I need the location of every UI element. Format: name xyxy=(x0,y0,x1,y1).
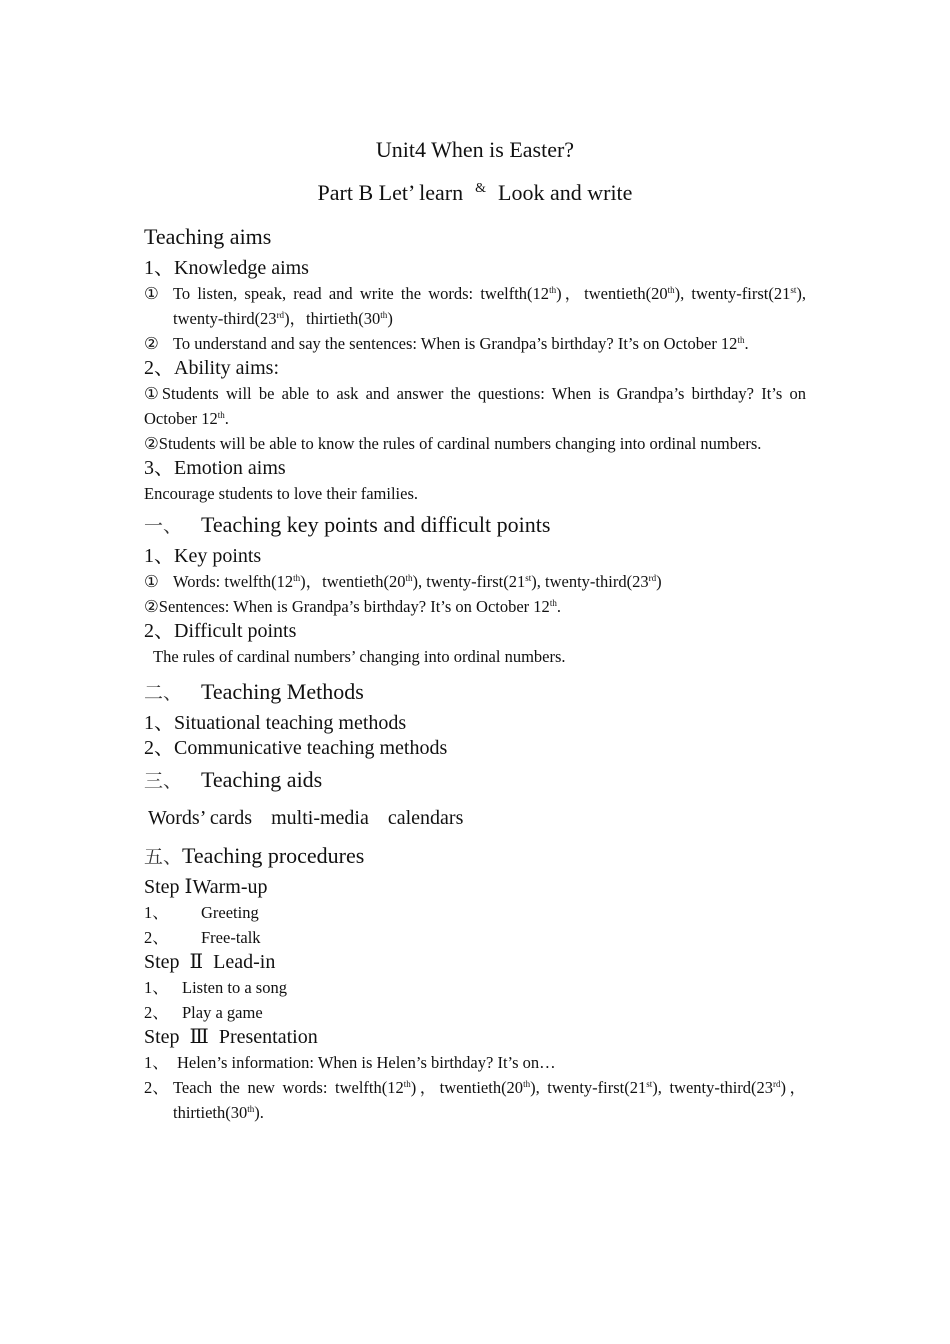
ordinal-suffix: th xyxy=(217,410,225,420)
item-text: ). xyxy=(254,1103,264,1122)
difficult-points-text: The rules of cardinal numbers’ changing into ordinal numbers. xyxy=(153,647,566,666)
teaching-aims-heading: Teaching aims xyxy=(144,224,272,249)
knowledge-aim-item xyxy=(144,331,806,356)
ability-aim-item xyxy=(144,381,806,431)
ordinal-suffix: th xyxy=(737,335,745,345)
step-item-number: 1、 xyxy=(144,1053,169,1072)
document-page xyxy=(144,132,806,1125)
item-marker: ① xyxy=(144,284,159,303)
subtitle-right: Look and write xyxy=(498,180,633,205)
step-item-number: 2、 xyxy=(144,928,169,947)
method-item: 1、Situational teaching methods xyxy=(144,712,407,734)
teaching-aid-item: Words’ cards xyxy=(148,807,253,829)
procedures-section-heading xyxy=(144,837,806,875)
step-item xyxy=(144,900,806,925)
item-text: )，twentieth(20 xyxy=(410,1078,524,1097)
step-item xyxy=(144,1075,806,1125)
step-heading: Step Ⅲ Presentation xyxy=(144,1026,318,1048)
item-marker: ① xyxy=(144,572,159,591)
ordinal-suffix: th xyxy=(403,1079,411,1089)
step-item-text: Free-talk xyxy=(201,928,261,947)
knowledge-aims-heading: 1、Knowledge aims xyxy=(144,257,309,279)
difficult-points-heading: 2、Difficult points xyxy=(144,620,297,642)
step-heading: Step Ⅱ Lead-in xyxy=(144,951,276,973)
subtitle-ampersand: & xyxy=(475,181,487,196)
ordinal-suffix: rd xyxy=(773,1079,781,1089)
ordinal-suffix: th xyxy=(247,1104,255,1114)
section-title: Teaching aids xyxy=(201,767,323,792)
step-item-text: Listen to a song xyxy=(182,978,287,997)
section-title: Teaching procedures xyxy=(182,843,365,868)
ordinal-suffix: st xyxy=(646,1079,653,1089)
ability-aim-item: ②Students will be able to know the rules of cardinal numbers changing into ordinal numbers. xyxy=(144,434,762,453)
item-text: ), twenty-first(21 xyxy=(412,572,526,591)
key-point-item xyxy=(144,594,806,619)
item-marker: 2、 xyxy=(144,1078,169,1097)
step-item-number: 2、 xyxy=(144,1003,169,1022)
item-text: )，twentieth(20 xyxy=(300,572,406,591)
step-heading: Step ⅠWarm-up xyxy=(144,876,268,898)
step-item-text: Helen’s information: When is Helen’s birthday? It’s on… xyxy=(177,1053,556,1072)
teaching-aid-item: calendars xyxy=(387,807,464,829)
step-item xyxy=(144,925,806,950)
item-text: . xyxy=(744,334,749,353)
item-text: . xyxy=(556,597,561,616)
ordinal-suffix: rd xyxy=(648,573,657,583)
item-text: To listen, speak, read and write the words: twelfth(12 xyxy=(173,284,550,303)
section-title: Teaching Methods xyxy=(201,679,364,704)
item-text: ), twenty-third(23 xyxy=(652,1078,774,1097)
item-text: ) xyxy=(387,309,393,328)
method-item: 2、Communicative teaching methods xyxy=(144,737,448,759)
key-points-heading: 1、Key points xyxy=(144,545,262,567)
aids-section-heading xyxy=(144,761,806,799)
methods-section-heading xyxy=(144,673,806,711)
ordinal-suffix: th xyxy=(380,310,388,320)
step-item-number: 1、 xyxy=(144,978,169,997)
step-item xyxy=(144,1050,806,1075)
item-text: Words: twelfth(12 xyxy=(173,572,294,591)
ordinal-suffix: th xyxy=(549,598,557,608)
item-text: Teach the new words: twelfth(12 xyxy=(173,1078,404,1097)
section-number: 二、 xyxy=(144,682,183,704)
step-item xyxy=(144,1000,806,1025)
ordinal-suffix: th xyxy=(549,285,557,295)
document-subtitle xyxy=(144,168,806,218)
teaching-aids-list xyxy=(144,799,806,837)
item-text: ), twenty-third(23 xyxy=(173,284,807,328)
ordinal-suffix: th xyxy=(523,1079,531,1089)
section-number: 三、 xyxy=(144,770,183,792)
item-text: ), twenty-third(23 xyxy=(531,572,649,591)
item-text: ①Students will be able to ask and answer the questions: When is Grandpa’s birthday? It’s on October 12 xyxy=(144,384,806,428)
step-item xyxy=(144,975,806,1000)
item-text: )，thirtieth(30 xyxy=(173,1078,806,1122)
emotion-aims-heading: 3、Emotion aims xyxy=(144,457,286,479)
section-number: 五、 xyxy=(144,846,183,868)
section-number: 一、 xyxy=(144,515,183,537)
subtitle-left: Part B Let’ learn xyxy=(317,180,464,205)
item-text: ), twenty-first(21 xyxy=(674,284,791,303)
item-text: To understand and say the sentences: When is Grandpa’s birthday? It’s on October 12 xyxy=(173,334,738,353)
item-marker: ② xyxy=(144,334,159,353)
ordinal-suffix: st xyxy=(790,285,797,295)
step-item-text: Play a game xyxy=(182,1003,263,1022)
ordinal-suffix: th xyxy=(293,573,301,583)
item-text: . xyxy=(224,409,229,428)
knowledge-aim-item xyxy=(144,281,806,331)
step-item-text: Greeting xyxy=(201,903,259,922)
teaching-aid-item: multi-media xyxy=(271,807,369,829)
item-text: )，thirtieth(30 xyxy=(284,309,381,328)
ordinal-suffix: st xyxy=(525,573,532,583)
key-points-section-heading xyxy=(144,506,806,544)
ordinal-suffix: rd xyxy=(276,310,285,320)
emotion-aims-text: Encourage students to love their families. xyxy=(144,484,419,503)
key-point-item xyxy=(144,569,806,594)
ordinal-suffix: th xyxy=(667,285,675,295)
step-item-number: 1、 xyxy=(144,903,169,922)
ordinal-suffix: th xyxy=(405,573,413,583)
item-text: ), twenty-first(21 xyxy=(530,1078,647,1097)
item-text: ②Sentences: When is Grandpa’s birthday? It’s on October 12 xyxy=(144,597,550,616)
item-text: ) xyxy=(656,572,662,591)
document-title: Unit4 When is Easter? xyxy=(375,137,575,162)
ability-aims-heading: 2、Ability aims: xyxy=(144,357,279,379)
item-text: )，twentieth(20 xyxy=(556,284,668,303)
section-title: Teaching key points and difficult points xyxy=(201,512,551,537)
